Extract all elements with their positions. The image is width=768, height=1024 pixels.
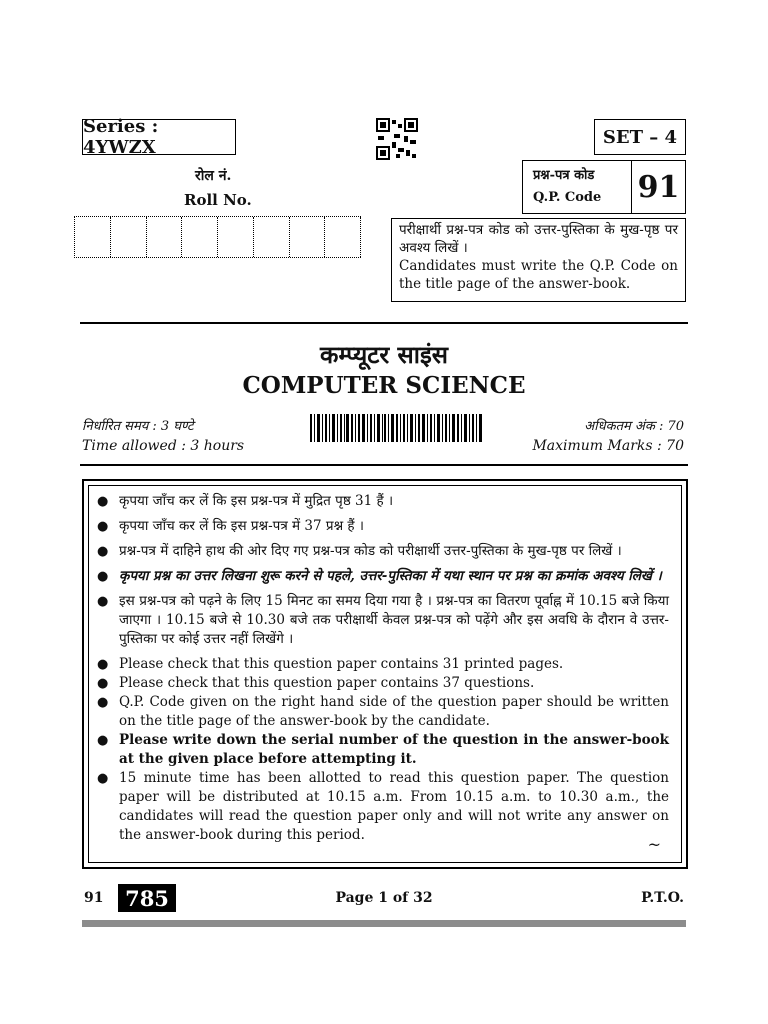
list-item xyxy=(97,542,669,561)
instruction-text: 15 minute time has been allotted to read this question paper. The question paper will be distributed at 10.15 a.m. From 10.15 a.m. to 10.30 a.m., the candidates will read the question paper only and will not write any answer on the answer-book during this period. xyxy=(119,770,669,843)
roll-no-digit-box[interactable] xyxy=(75,217,111,257)
qp-code-note-hindi: परीक्षार्थी प्रश्न-पत्र कोड को उत्तर-पुस्तिका के मुख-पृष्ठ पर अवश्य लिखें । xyxy=(399,222,678,256)
instruction-text: कृपया जाँच कर लें कि इस प्रश्न-पत्र में 37 प्रश्न हैं । xyxy=(119,518,364,534)
qp-code-note-english: Candidates must write the Q.P. Code on the title page of the answer-book. xyxy=(399,258,678,292)
barcode-icon xyxy=(310,414,482,442)
bullet-icon: ● xyxy=(97,544,109,559)
instruction-text: Please write down the serial number of the question in the answer-book at the given place before attempting it. xyxy=(119,732,669,767)
subject-title: COMPUTER SCIENCE xyxy=(242,372,526,399)
list-item xyxy=(97,592,669,649)
bullet-icon: ● xyxy=(97,594,109,609)
bullet-icon: ● xyxy=(97,657,109,672)
instructions-english-list xyxy=(97,655,669,845)
max-marks: Maximum Marks : 70 xyxy=(532,438,684,454)
roll-no-digit-box[interactable] xyxy=(254,217,290,257)
roll-no-digit-box[interactable] xyxy=(218,217,254,257)
bullet-icon: ● xyxy=(97,695,109,710)
qp-code-note xyxy=(391,218,686,302)
list-item xyxy=(97,693,669,731)
divider xyxy=(80,464,688,466)
list-item xyxy=(97,517,669,536)
bullet-icon: ● xyxy=(97,771,109,786)
bullet-icon: ● xyxy=(97,494,109,509)
roll-no-digit-box[interactable] xyxy=(290,217,326,257)
roll-no-boxes[interactable] xyxy=(74,216,361,258)
instruction-text: प्रश्न-पत्र में दाहिने हाथ की ओर दिए गए प्रश्न-पत्र कोड को परीक्षार्थी उत्तर-पुस्तिका के मुख-पृष्ठ पर लिखें । xyxy=(119,543,622,559)
instruction-text: Q.P. Code given on the right hand side of the question paper should be written on the title page of the answer-book by the candidate. xyxy=(119,694,669,729)
bullet-icon: ● xyxy=(97,569,109,584)
set-label: SET – 4 xyxy=(594,119,686,155)
roll-no-digit-box[interactable] xyxy=(325,217,361,257)
list-item xyxy=(97,769,669,845)
max-marks-hindi: अधिकतम अंक : 70 xyxy=(584,419,684,434)
roll-no-label: Roll No. xyxy=(184,191,252,209)
footer-qp-code: 91 xyxy=(84,890,104,906)
qp-code-label: Q.P. Code xyxy=(533,190,602,205)
pto-label: P.T.O. xyxy=(641,890,684,906)
instruction-text: Please check that this question paper contains 31 printed pages. xyxy=(119,656,564,672)
list-item xyxy=(97,731,669,769)
instruction-text: Please check that this question paper contains 37 questions. xyxy=(119,675,535,691)
divider xyxy=(80,322,688,324)
instructions-box xyxy=(82,479,688,869)
qp-code-label-hindi: प्रश्न-पत्र कोड xyxy=(533,168,595,183)
subject-title-hindi: कम्प्यूटर साइंस xyxy=(320,340,448,369)
roll-no-digit-box[interactable] xyxy=(147,217,183,257)
series-label: Series : 4YWZX xyxy=(82,119,236,155)
instructions-hindi-list xyxy=(97,492,669,649)
tilde-mark: ~ xyxy=(647,835,661,854)
qp-code-box xyxy=(522,160,686,214)
list-item xyxy=(97,655,669,674)
bullet-icon: ● xyxy=(97,676,109,691)
roll-no-digit-box[interactable] xyxy=(182,217,218,257)
bullet-icon: ● xyxy=(97,733,109,748)
page-number: Page 1 of 32 xyxy=(335,890,433,906)
qp-code-labels xyxy=(523,161,632,213)
instructions-inner xyxy=(88,485,682,863)
roll-no-label-hindi: रोल नं. xyxy=(195,168,232,184)
bullet-icon: ● xyxy=(97,519,109,534)
time-allowed: Time allowed : 3 hours xyxy=(82,438,245,454)
list-item xyxy=(97,674,669,693)
footer-serial-badge: 785 xyxy=(118,884,176,912)
instruction-text: कृपया जाँच कर लें कि इस प्रश्न-पत्र में मुद्रित पृष्ठ 31 हैं । xyxy=(119,493,394,509)
qp-code-value: 91 xyxy=(637,169,680,205)
qr-code-icon xyxy=(376,118,418,160)
list-item xyxy=(97,492,669,511)
roll-no-digit-box[interactable] xyxy=(111,217,147,257)
footer-bar xyxy=(82,920,686,927)
list-item xyxy=(97,567,669,586)
time-allowed-hindi: निर्धारित समय : 3 घण्टे xyxy=(82,419,194,434)
instruction-text: कृपया प्रश्न का उत्तर लिखना शुरू करने से पहले, उत्तर-पुस्तिका में यथा स्थान पर प्रश्न का क्रमांक अवश्य लिखें । xyxy=(119,568,662,584)
instruction-text: इस प्रश्न-पत्र को पढ़ने के लिए 15 मिनट का समय दिया गया है । प्रश्न-पत्र का वितरण पूर्वाह्न में 10.15 बजे किया जाएगा । 10.15 बजे से 10.30 बजे तक परीक्षार्थी केवल प्रश्न-पत्र को पढ़ेंगे और इस अवधि के दौरान वे उत्तर-पुस्तिका पर कोई उत्तर नहीं लिखेंगे । xyxy=(119,593,669,647)
